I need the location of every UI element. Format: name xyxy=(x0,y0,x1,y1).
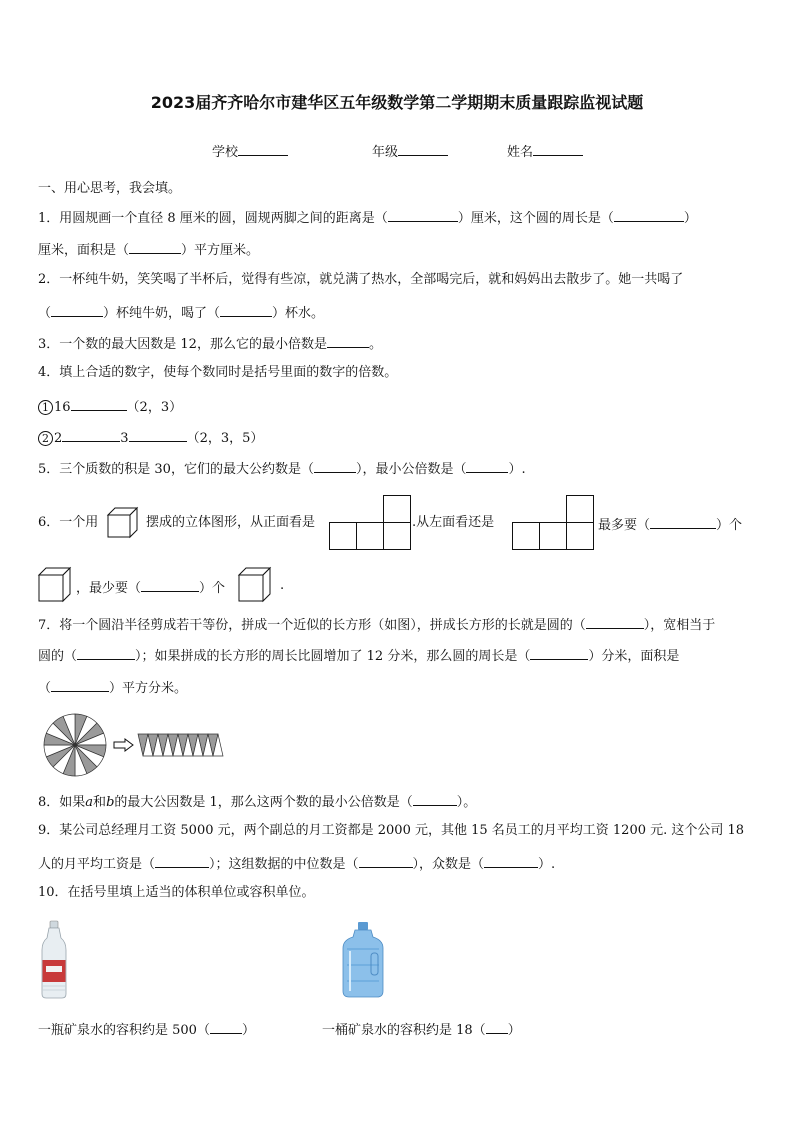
cube-icon-small xyxy=(106,505,138,541)
question-2-line-1: 2．一杯纯牛奶，笑笑喝了半杯后，觉得有些凉，就兑满了热水，全部喝完后，就和妈妈出去散步了。她一共喝了 xyxy=(38,272,684,287)
q1-answer-blank-3[interactable] xyxy=(129,240,181,254)
q10-left-text: 一瓶矿泉水的容积约是 500（ xyxy=(38,1023,210,1038)
q1-answer-blank-1[interactable] xyxy=(388,208,458,222)
q4-s1-number: 16 xyxy=(54,400,71,415)
q6-text-b: 摆成的立体图形，从正面看是 xyxy=(146,515,316,530)
q9-answer-blank-1[interactable] xyxy=(155,854,209,868)
question-9-line-1: 9．某公司总经理月工资 5000 元，两个副总的月工资都是 2000 元，其他 15 名员工的月平均工资 1200 元. 这个公司 18 xyxy=(38,823,745,838)
name-label: 姓名 xyxy=(507,145,534,160)
q6-max-line xyxy=(598,515,742,534)
q6-answer-blank-max[interactable] xyxy=(650,515,716,529)
q7-text-g: ）平方分米。 xyxy=(109,681,188,696)
q1-answer-blank-2[interactable] xyxy=(614,208,684,222)
q9-text-a: 人的月平均工资是（ xyxy=(38,857,156,872)
q7-text-d: ）；如果拼成的长方形的周长比圆增加了 12 分米，那么圆的周长是（ xyxy=(135,649,531,664)
question-10-stem: 10．在括号里填上适当的体积单位或容积单位。 xyxy=(38,885,315,900)
name-blank[interactable] xyxy=(533,142,583,156)
q8-text-d: ）。 xyxy=(456,795,477,810)
section-heading: 一、用心思考，我会填。 xyxy=(38,181,182,196)
q2-answer-blank-1[interactable] xyxy=(51,303,103,317)
circled-number-2: 2 xyxy=(38,431,53,446)
q10-answer-blank-1[interactable] xyxy=(210,1020,242,1034)
q6-min-line xyxy=(76,578,225,597)
q6-text-e: ）个 xyxy=(716,518,743,533)
grade-blank[interactable] xyxy=(398,142,448,156)
school-label: 学校 xyxy=(212,145,239,160)
q8-text-a: 8．如果 xyxy=(38,795,86,810)
q4-s1-divisors: （2，3） xyxy=(126,400,183,415)
divided-circle-figure xyxy=(42,712,108,778)
cube-icon-right xyxy=(238,566,272,604)
q5-text-c: ）. xyxy=(508,462,526,477)
q8-text-b: 和 xyxy=(93,795,107,810)
q7-text-b: ），宽相当于 xyxy=(643,618,716,633)
q7-text-f: （ xyxy=(38,681,52,696)
q10-left-close: ） xyxy=(241,1023,255,1038)
q3-answer-blank[interactable] xyxy=(327,334,369,348)
q4-s2-divisors: （2，3，5） xyxy=(186,431,264,446)
water-bottle-icon xyxy=(40,920,68,1000)
q6-text-a: 6．一个用 xyxy=(38,515,99,530)
question-4-item-2 xyxy=(38,428,263,447)
q9-text-c: ），众数是（ xyxy=(412,857,485,872)
q4-s2-blank-2[interactable] xyxy=(129,428,187,442)
question-4-stem: 4．填上合适的数字，使每个数同时是括号里面的数字的倍数。 xyxy=(38,365,398,380)
q7-text-a: 7．将一个圆沿半径剪成若干等份，拼成一个近似的长方形（如图），拼成长方形的长就是圆的（ xyxy=(38,618,586,633)
q7-answer-blank-3[interactable] xyxy=(530,646,588,660)
q2-answer-blank-2[interactable] xyxy=(220,303,272,317)
q6-text-g: ）个 xyxy=(199,581,226,596)
q5-answer-blank-2[interactable] xyxy=(466,459,508,473)
q1-text-e: ）平方厘米。 xyxy=(181,243,260,258)
question-7-line-2 xyxy=(38,646,679,665)
q5-answer-blank-1[interactable] xyxy=(314,459,356,473)
cube-icon-left xyxy=(38,566,72,604)
q9-answer-blank-2[interactable] xyxy=(359,854,413,868)
question-5 xyxy=(38,459,526,478)
q10-answer-blank-2[interactable] xyxy=(486,1020,508,1034)
q6-text-f: ，最少要（ xyxy=(76,581,142,596)
front-view-figure xyxy=(329,495,411,551)
q6-text-d: 最多要（ xyxy=(598,518,651,533)
left-view-figure xyxy=(512,495,594,551)
q1-text-c: ） xyxy=(683,211,697,226)
page-title: 2023届齐齐哈尔市建华区五年级数学第二学期期末质量跟踪监视试题 xyxy=(150,93,644,112)
q1-text-b: ）厘米，这个圆的周长是（ xyxy=(457,211,614,226)
q7-answer-blank-2[interactable] xyxy=(77,646,135,660)
question-9-line-2 xyxy=(38,854,555,873)
q4-s2-digit-b: 3 xyxy=(120,431,129,446)
question-7-line-1 xyxy=(38,615,715,634)
question-1-line-2 xyxy=(38,240,259,259)
q1-text-a: 1．用圆规画一个直径 8 厘米的圆，圆规两脚之间的距离是（ xyxy=(38,211,388,226)
q10-right-text: 一桶矿泉水的容积约是 18（ xyxy=(322,1023,486,1038)
q9-text-b: ）；这组数据的中位数是（ xyxy=(209,857,359,872)
q2-text-b: ）杯纯牛奶，喝了（ xyxy=(103,306,221,321)
grade-label: 年级 xyxy=(372,145,399,160)
water-jug-icon xyxy=(341,921,385,999)
q8-variable-b: b xyxy=(106,795,115,810)
q2-text-a: （ xyxy=(38,306,52,321)
grade-field xyxy=(372,141,448,160)
q6-text-h: . xyxy=(280,578,285,593)
circled-number-1: 1 xyxy=(38,400,53,415)
q4-s2-blank-1[interactable] xyxy=(62,428,120,442)
q4-s1-blank[interactable] xyxy=(71,397,127,411)
q5-text-a: 5．三个质数的积是 30，它们的最大公约数是（ xyxy=(38,462,314,477)
school-blank[interactable] xyxy=(238,142,288,156)
question-2-line-2 xyxy=(38,303,324,322)
q3-text-a: 3．一个数的最大因数是 12，那么它的最小倍数是 xyxy=(38,337,327,352)
name-field xyxy=(507,141,583,160)
q8-variable-a: a xyxy=(85,795,94,810)
q6-text-c: .从左面看还是 xyxy=(412,515,495,530)
q5-text-b: ），最小公倍数是（ xyxy=(355,462,467,477)
question-1-line-1 xyxy=(38,208,697,227)
question-10-right xyxy=(322,1020,521,1039)
question-8 xyxy=(38,792,476,811)
q2-text-c: ）杯水。 xyxy=(272,306,325,321)
q7-answer-blank-4[interactable] xyxy=(51,678,109,692)
q7-text-e: ）分米，面积是 xyxy=(588,649,680,664)
q9-text-d: ）. xyxy=(538,857,556,872)
q8-answer-blank[interactable] xyxy=(413,792,457,806)
q7-answer-blank-1[interactable] xyxy=(586,615,644,629)
question-10-left xyxy=(38,1020,255,1039)
rearranged-rectangle-figure xyxy=(136,733,222,757)
question-3 xyxy=(38,334,382,353)
q7-text-c: 圆的（ xyxy=(38,649,78,664)
q9-answer-blank-3[interactable] xyxy=(484,854,538,868)
q10-right-close: ） xyxy=(507,1023,521,1038)
school-field xyxy=(212,141,288,160)
q3-text-b: 。 xyxy=(368,337,382,352)
q6-answer-blank-min[interactable] xyxy=(141,578,199,592)
question-4-item-1 xyxy=(38,397,182,416)
q1-text-d: 厘米，面积是（ xyxy=(38,243,130,258)
q8-text-c: 的最大公因数是 1，那么这两个数的最小公倍数是（ xyxy=(114,795,413,810)
arrow-right-icon xyxy=(113,738,135,752)
q4-s2-digit-a: 2 xyxy=(54,431,63,446)
question-7-line-3 xyxy=(38,678,187,697)
